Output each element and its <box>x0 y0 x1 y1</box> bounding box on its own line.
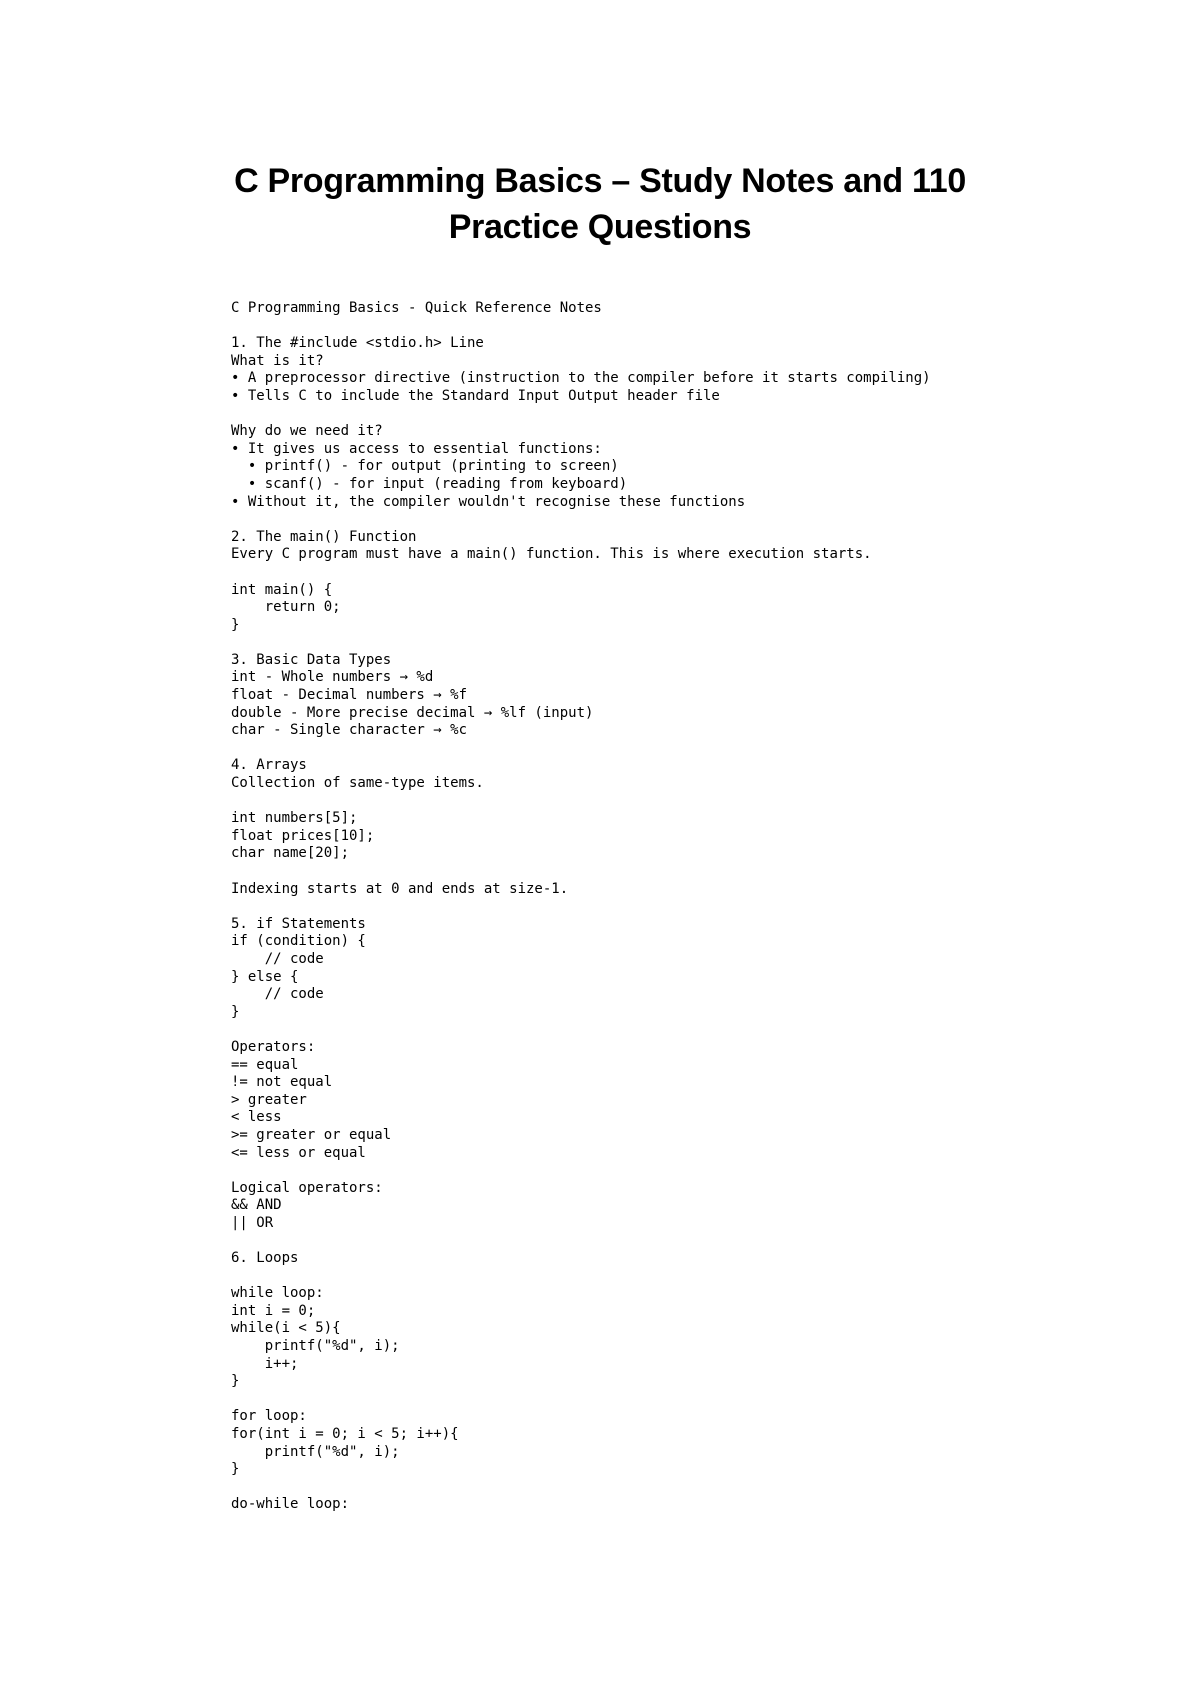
blank-line <box>231 740 1131 758</box>
note-line: while(i < 5){ <box>231 1320 341 1337</box>
blank-line <box>231 863 1131 881</box>
note-line: // code <box>231 986 324 1003</box>
note-line: • printf() - for output (printing to screen) <box>231 458 619 475</box>
note-line: for loop: <box>231 1408 307 1425</box>
blank-line <box>231 898 1131 916</box>
note-line: } else { <box>231 968 299 985</box>
note-line: } <box>231 1373 240 1390</box>
note-line: double - More precise decimal → %lf (input) <box>231 704 594 721</box>
blank-line <box>231 564 1131 582</box>
note-line: || OR <box>231 1214 274 1231</box>
blank-line <box>231 406 1131 424</box>
note-line: 3. Basic Data Types <box>231 651 392 668</box>
note-line: != not equal <box>231 1074 333 1091</box>
blank-line <box>231 1232 1131 1250</box>
blank-line <box>231 1268 1131 1286</box>
note-line: return 0; <box>231 599 341 616</box>
note-line: == equal <box>231 1056 299 1073</box>
note-line: if (condition) { <box>231 933 366 950</box>
note-line: Collection of same-type items. <box>231 775 484 792</box>
blank-line <box>231 1479 1131 1497</box>
note-line: } <box>231 1003 240 1020</box>
title-line-1: C Programming Basics – Study Notes and 110 <box>234 162 966 200</box>
note-line: printf("%d", i); <box>231 1338 400 1355</box>
note-line: char name[20]; <box>231 845 350 862</box>
note-line: for(int i = 0; i < 5; i++){ <box>231 1426 459 1442</box>
blank-line <box>231 634 1131 652</box>
note-line: C Programming Basics - Quick Reference Notes <box>231 300 602 316</box>
note-line: 2. The main() Function <box>231 528 417 545</box>
note-line: } <box>231 616 240 633</box>
note-line: && AND <box>231 1197 282 1214</box>
note-line: while loop: <box>231 1285 324 1302</box>
title-line-2: Practice Questions <box>448 208 752 246</box>
note-line: float prices[10]; <box>231 827 375 844</box>
blank-line <box>231 511 1131 529</box>
note-line: 6. Loops <box>231 1250 299 1267</box>
note-line: • Tells C to include the Standard Input Output header file <box>231 387 720 404</box>
note-line: 1. The #include <stdio.h> Line <box>231 335 484 352</box>
note-line: // code <box>231 950 324 967</box>
note-line: • Without it, the compiler wouldn't recognise these functions <box>231 493 746 510</box>
note-line: int - Whole numbers → %d <box>231 669 434 686</box>
blank-line <box>231 1391 1131 1409</box>
note-line: Operators: <box>231 1038 316 1055</box>
note-line: What is it? <box>231 352 324 369</box>
note-line: 5. if Statements <box>231 915 366 932</box>
note-line: >= greater or equal <box>231 1126 392 1143</box>
note-line: int i = 0; <box>231 1302 316 1319</box>
note-line: • A preprocessor directive (instruction to the compiler before it starts compiling) <box>231 370 931 387</box>
note-line: int numbers[5]; <box>231 810 358 827</box>
note-line: < less <box>231 1109 282 1126</box>
blank-line <box>231 318 1131 336</box>
note-line: • It gives us access to essential functions: <box>231 440 602 457</box>
page-title <box>150 158 1050 250</box>
note-line: Every C program must have a main() function. This is where execution starts. <box>231 546 872 563</box>
note-line: Logical operators: <box>231 1179 383 1196</box>
note-line: i++; <box>231 1355 299 1372</box>
note-line: 4. Arrays <box>231 757 307 774</box>
note-line: printf("%d", i); <box>231 1443 400 1460</box>
note-line: • scanf() - for input (reading from keyboard) <box>231 475 628 492</box>
blank-line <box>231 1021 1131 1039</box>
note-line: } <box>231 1461 240 1478</box>
notes-body <box>231 300 1131 1514</box>
blank-line <box>231 793 1131 811</box>
note-line: > greater <box>231 1091 307 1108</box>
note-line: Indexing starts at 0 and ends at size-1. <box>231 880 569 897</box>
blank-line <box>231 1162 1131 1180</box>
note-line: int main() { <box>231 581 333 598</box>
note-line: <= less or equal <box>231 1144 366 1161</box>
note-line: Why do we need it? <box>231 423 383 440</box>
note-line: do-while loop: <box>231 1496 350 1513</box>
note-line: char - Single character → %c <box>231 722 468 739</box>
note-line: float - Decimal numbers → %f <box>231 687 468 704</box>
